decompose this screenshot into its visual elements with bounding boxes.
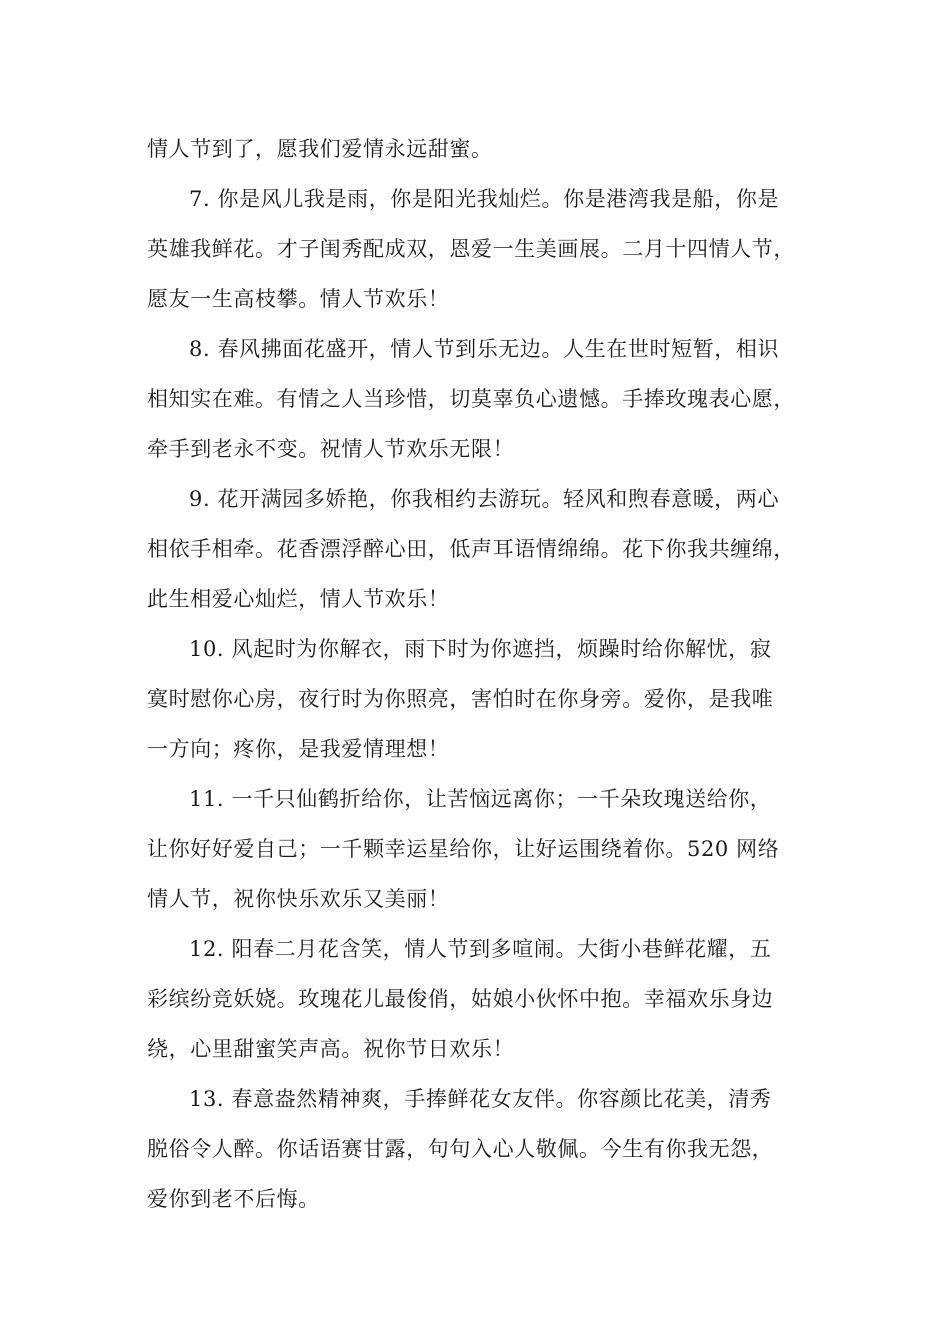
text-line: 11. 一千只仙鹤折给你，让苦恼远离你；一千朵玫瑰送给你， [189, 787, 772, 811]
text-line: 10. 风起时为你解衣，雨下时为你遮挡，烦躁时给你解忧，寂 [189, 637, 772, 661]
text-line: 愿友一生高枝攀。情人节欢乐！ [147, 287, 450, 311]
text-line: 7. 你是风儿我是雨，你是阳光我灿烂。你是港湾我是船，你是 [189, 187, 780, 211]
paragraph [147, 924, 807, 1074]
paragraph [147, 174, 807, 324]
text-line: 一方向；疼你，是我爱情理想！ [147, 737, 450, 761]
text-line: 12. 阳春二月花含笑，情人节到多喧闹。大街小巷鲜花耀，五 [189, 937, 772, 961]
text-line: 情人节到了，愿我们爱情永远甜蜜。 [147, 137, 493, 161]
paragraph [147, 1074, 807, 1224]
document-body [147, 124, 807, 1224]
paragraph [147, 624, 807, 774]
text-line: 相知实在难。有情之人当珍惜，切莫辜负心遗憾。手捧玫瑰表心愿， [147, 387, 795, 411]
text-line: 13. 春意盎然精神爽，手捧鲜花女友伴。你容颜比花美，清秀 [189, 1087, 772, 1111]
text-line: 牵手到老永不变。祝情人节欢乐无限！ [147, 437, 515, 461]
paragraph [147, 324, 807, 474]
text-line: 爱你到老不后悔。 [147, 1187, 320, 1211]
paragraph [147, 124, 807, 174]
text-line: 脱俗令人醉。你话语赛甘露，句句入心人敬佩。今生有你我无怨， [147, 1137, 774, 1161]
text-line: 9. 花开满园多娇艳，你我相约去游玩。轻风和煦春意暖，两心 [189, 487, 780, 511]
text-line: 8. 春风拂面花盛开，情人节到乐无边。人生在世时短暂，相识 [189, 337, 780, 361]
text-line: 英雄我鲜花。才子闺秀配成双，恩爱一生美画展。二月十四情人节， [147, 237, 795, 261]
text-line: 此生相爱心灿烂，情人节欢乐！ [147, 587, 450, 611]
text-line: 让你好好爱自己；一千颗幸运星给你，让好运围绕着你。520 网络 [147, 837, 780, 861]
text-line: 彩缤纷竞妖娆。玫瑰花儿最俊俏，姑娘小伙怀中抱。幸福欢乐身边 [147, 987, 774, 1011]
text-line: 相依手相牵。花香漂浮醉心田，低声耳语情绵绵。花下你我共缠绵， [147, 537, 795, 561]
paragraph [147, 774, 807, 924]
text-line: 绕，心里甜蜜笑声高。祝你节日欢乐！ [147, 1037, 515, 1061]
text-line: 寞时慰你心房，夜行时为你照亮，害怕时在你身旁。爱你，是我唯 [147, 687, 774, 711]
paragraph [147, 474, 807, 624]
text-line: 情人节，祝你快乐欢乐又美丽！ [147, 887, 450, 911]
